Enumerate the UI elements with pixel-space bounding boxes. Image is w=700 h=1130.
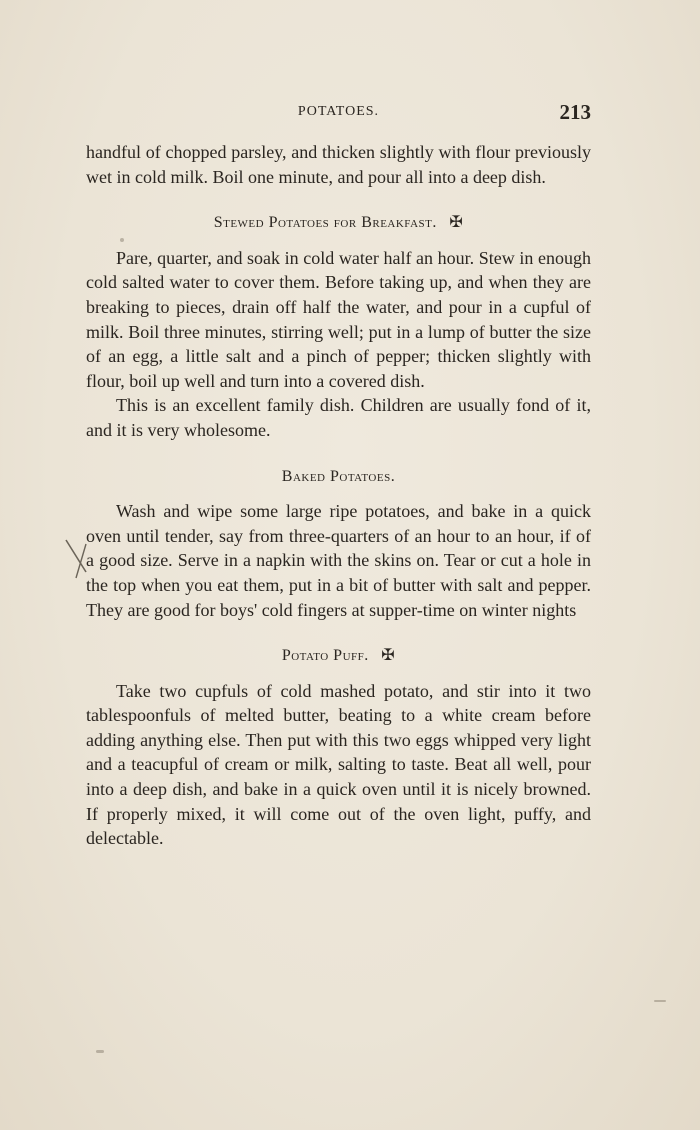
paragraph: Take two cupfuls of cold mashed potato, and stir into it two tablespoonfuls of melted butter, beating to a white cream before adding anything else. Then put with this two eggs whipped very light and a teacupful of cream or milk, salting to taste. Beat all well, pour into a deep dish, and bake in a quick oven until it is nicely browned. If properly mixed, it will come out of the oven light, puffy, and delectable. bbox=[86, 680, 591, 849]
maltese-cross-icon: ✠ bbox=[449, 214, 464, 232]
paragraph: Wash and wipe some large ripe potatoes, and bake in a quick oven until tender, say from three-quarters of an hour to an hour, if of a good size. Serve in a napkin with the skins on. Tear or cut a hole in the top when you eat them, put in a bit of butter with salt and pepper. They are good for boys' cold fingers at supper-time on winter nights bbox=[86, 501, 591, 620]
section-heading-text: Stewed Potatoes for Breakfast. bbox=[213, 214, 437, 232]
section-heading-baked-potatoes bbox=[86, 465, 591, 490]
continuation-paragraph: handful of chopped parsley, and thicken slightly with flour previously wet in cold milk. Boil one minute, and pour all into a deep dish. bbox=[86, 142, 591, 187]
paper-speck bbox=[96, 1050, 104, 1053]
paragraph: Pare, quarter, and soak in cold water half an hour. Stew in enough cold salted water to cover them. Before taking up, and when they are breaking to pieces, drain off half the water, and pour in a cupful of milk. Boil three minutes, stirring well; put in a lump of butter the size of an egg, a little salt and a pinch of pepper; thicken slightly with flour, boil up well and turn into a covered dish. bbox=[86, 247, 591, 391]
running-head bbox=[86, 100, 591, 128]
section-heading-potato-puff bbox=[86, 644, 591, 669]
section-heading-text: Potato Puff. bbox=[281, 647, 369, 665]
paper-speck bbox=[654, 1000, 666, 1002]
section-heading-stewed-potatoes bbox=[86, 211, 591, 236]
page-number: 213 bbox=[559, 100, 591, 124]
paragraph: This is an excellent family dish. Children are usually fond of it, and it is very wholesome. bbox=[86, 395, 591, 440]
running-title: POTATOES. bbox=[297, 104, 380, 119]
paper-speck bbox=[120, 238, 124, 242]
body-text bbox=[86, 140, 591, 851]
maltese-cross-icon: ✠ bbox=[381, 647, 396, 665]
section-heading-text: Baked Potatoes. bbox=[281, 467, 396, 485]
